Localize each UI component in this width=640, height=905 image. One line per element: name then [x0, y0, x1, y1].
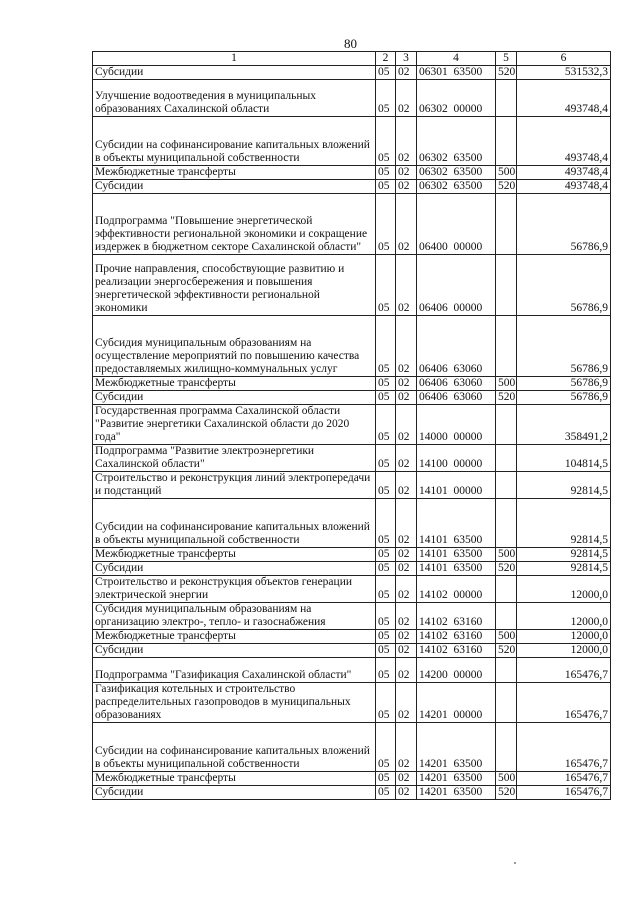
amount-cell: 165476,7	[517, 658, 611, 683]
section-code-cell: 05	[376, 630, 396, 644]
target-article-code-cell: 14200 00000	[417, 658, 496, 683]
expense-type-code-cell	[496, 472, 517, 499]
target-article-code-cell: 14201 00000	[417, 683, 496, 723]
row-name-cell: Подпрограмма "Повышение энергетической эффективности региональной экономики и сокращение издержек в бюджетном секторе Сахалинской области"	[93, 194, 376, 255]
subsection-code-cell: 02	[396, 66, 417, 80]
header-cell-4: 4	[417, 52, 496, 66]
amount-cell: 92814,5	[517, 548, 611, 562]
section-code-cell: 05	[376, 644, 396, 658]
amount-cell: 56786,9	[517, 316, 611, 377]
subsection-code-cell: 02	[396, 683, 417, 723]
subsection-code-cell: 02	[396, 194, 417, 255]
target-article-code-cell: 14101 63500	[417, 499, 496, 548]
subsection-code-cell: 02	[396, 117, 417, 166]
expense-type-code-cell	[496, 658, 517, 683]
target-article-code-cell: 06406 63060	[417, 391, 496, 405]
subsection-code-cell: 02	[396, 603, 417, 630]
amount-cell: 12000,0	[517, 644, 611, 658]
expense-type-code-cell: 520	[496, 391, 517, 405]
table-row	[93, 445, 611, 472]
subsection-code-cell: 02	[396, 786, 417, 800]
row-name-cell: Субсидии	[93, 391, 376, 405]
target-article-code-cell: 14100 00000	[417, 445, 496, 472]
expense-type-code-cell: 500	[496, 630, 517, 644]
amount-cell: 12000,0	[517, 630, 611, 644]
row-name-cell: Субсидии на софинансирование капитальных вложений в объекты муниципальной собственности	[93, 499, 376, 548]
expense-type-code-cell: 500	[496, 772, 517, 786]
expense-type-code-cell: 500	[496, 166, 517, 180]
section-code-cell: 05	[376, 405, 396, 445]
table-row	[93, 180, 611, 194]
target-article-code-cell: 06406 00000	[417, 255, 496, 316]
table-row	[93, 630, 611, 644]
section-code-cell: 05	[376, 683, 396, 723]
target-article-code-cell: 14101 63500	[417, 562, 496, 576]
target-article-code-cell: 14101 63500	[417, 548, 496, 562]
target-article-code-cell: 14102 63160	[417, 644, 496, 658]
expense-type-code-cell: 500	[496, 548, 517, 562]
subsection-code-cell: 02	[396, 445, 417, 472]
target-article-code-cell: 14101 00000	[417, 472, 496, 499]
expense-type-code-cell	[496, 80, 517, 117]
target-article-code-cell: 06406 63060	[417, 377, 496, 391]
header-cell-6: 6	[517, 52, 611, 66]
section-code-cell: 05	[376, 576, 396, 603]
page-number: 80	[344, 36, 357, 51]
table-row	[93, 548, 611, 562]
table-row	[93, 472, 611, 499]
section-code-cell: 05	[376, 472, 396, 499]
expense-type-code-cell: 520	[496, 66, 517, 80]
row-name-cell: Субсидия муниципальным образованиям на организацию электро-, тепло- и газоснабжения	[93, 603, 376, 630]
section-code-cell: 05	[376, 255, 396, 316]
expense-type-code-cell	[496, 603, 517, 630]
expense-type-code-cell	[496, 683, 517, 723]
amount-cell: 165476,7	[517, 786, 611, 800]
header-cell-3: 3	[396, 52, 417, 66]
table-row	[93, 603, 611, 630]
expense-type-code-cell	[496, 445, 517, 472]
target-article-code-cell: 14201 63500	[417, 723, 496, 772]
row-name-cell: Межбюджетные трансферты	[93, 166, 376, 180]
header-cell-1: 1	[93, 52, 376, 66]
table-row	[93, 772, 611, 786]
row-name-cell: Подпрограмма "Развитие электроэнергетики Сахалинской области"	[93, 445, 376, 472]
table-row	[93, 723, 611, 772]
subsection-code-cell: 02	[396, 405, 417, 445]
expense-type-code-cell	[496, 255, 517, 316]
table-header-row	[93, 52, 611, 66]
section-code-cell: 05	[376, 194, 396, 255]
target-article-code-cell: 06302 63500	[417, 117, 496, 166]
section-code-cell: 05	[376, 391, 396, 405]
table-row	[93, 562, 611, 576]
table-row	[93, 683, 611, 723]
amount-cell: 56786,9	[517, 255, 611, 316]
amount-cell: 531532,3	[517, 66, 611, 80]
section-code-cell: 05	[376, 377, 396, 391]
amount-cell: 358491,2	[517, 405, 611, 445]
subsection-code-cell: 02	[396, 630, 417, 644]
table-row	[93, 786, 611, 800]
expense-type-code-cell	[496, 405, 517, 445]
subsection-code-cell: 02	[396, 644, 417, 658]
section-code-cell: 05	[376, 80, 396, 117]
row-name-cell: Межбюджетные трансферты	[93, 630, 376, 644]
amount-cell: 165476,7	[517, 772, 611, 786]
expense-type-code-cell	[496, 723, 517, 772]
section-code-cell: 05	[376, 166, 396, 180]
section-code-cell: 05	[376, 499, 396, 548]
subsection-code-cell: 02	[396, 658, 417, 683]
row-name-cell: Межбюджетные трансферты	[93, 548, 376, 562]
expense-type-code-cell: 520	[496, 562, 517, 576]
expense-type-code-cell	[496, 316, 517, 377]
table-row	[93, 405, 611, 445]
section-code-cell: 05	[376, 562, 396, 576]
row-name-cell: Субсидии на софинансирование капитальных вложений в объекты муниципальной собственности	[93, 723, 376, 772]
subsection-code-cell: 02	[396, 576, 417, 603]
amount-cell: 12000,0	[517, 603, 611, 630]
target-article-code-cell: 14102 00000	[417, 576, 496, 603]
table-row	[93, 166, 611, 180]
row-name-cell: Субсидии	[93, 180, 376, 194]
row-name-cell: Субсидия муниципальным образованиям на осуществление мероприятий по повышению качества предоставляемых жилищно-коммунальных услуг	[93, 316, 376, 377]
subsection-code-cell: 02	[396, 723, 417, 772]
target-article-code-cell: 14102 63160	[417, 603, 496, 630]
row-name-cell: Строительство и реконструкция линий электропередачи и подстанций	[93, 472, 376, 499]
row-name-cell: Прочие направления, способствующие развитию и реализации энергосбережения и повышения энергетической эффективности региональной экономики	[93, 255, 376, 316]
expense-type-code-cell: 520	[496, 180, 517, 194]
amount-cell: 56786,9	[517, 391, 611, 405]
section-code-cell: 05	[376, 316, 396, 377]
row-name-cell: Субсидии	[93, 786, 376, 800]
amount-cell: 92814,5	[517, 562, 611, 576]
amount-cell: 56786,9	[517, 377, 611, 391]
amount-cell: 56786,9	[517, 194, 611, 255]
target-article-code-cell: 06406 63060	[417, 316, 496, 377]
table-row	[93, 316, 611, 377]
subsection-code-cell: 02	[396, 472, 417, 499]
target-article-code-cell: 14000 00000	[417, 405, 496, 445]
row-name-cell: Субсидии на софинансирование капитальных вложений в объекты муниципальной собственности	[93, 117, 376, 166]
table-row	[93, 66, 611, 80]
row-name-cell: Подпрограмма "Газификация Сахалинской области"	[93, 658, 376, 683]
subsection-code-cell: 02	[396, 548, 417, 562]
section-code-cell: 05	[376, 180, 396, 194]
target-article-code-cell: 06302 63500	[417, 180, 496, 194]
expense-type-code-cell: 520	[496, 644, 517, 658]
subsection-code-cell: 02	[396, 377, 417, 391]
section-code-cell: 05	[376, 603, 396, 630]
target-article-code-cell: 06302 63500	[417, 166, 496, 180]
row-name-cell: Улучшение водоотведения в муниципальных образованиях Сахалинской области	[93, 80, 376, 117]
amount-cell: 12000,0	[517, 576, 611, 603]
table-row	[93, 576, 611, 603]
section-code-cell: 05	[376, 548, 396, 562]
subsection-code-cell: 02	[396, 499, 417, 548]
target-article-code-cell: 14201 63500	[417, 772, 496, 786]
amount-cell: 493748,4	[517, 80, 611, 117]
table-row	[93, 117, 611, 166]
section-code-cell: 05	[376, 786, 396, 800]
row-name-cell: Субсидии	[93, 66, 376, 80]
table-row	[93, 194, 611, 255]
header-cell-2: 2	[376, 52, 396, 66]
row-name-cell: Субсидии	[93, 644, 376, 658]
amount-cell: 104814,5	[517, 445, 611, 472]
subsection-code-cell: 02	[396, 391, 417, 405]
section-code-cell: 05	[376, 658, 396, 683]
section-code-cell: 05	[376, 445, 396, 472]
target-article-code-cell: 06301 63500	[417, 66, 496, 80]
table-row	[93, 80, 611, 117]
expense-type-code-cell	[496, 576, 517, 603]
budget-table	[92, 51, 611, 800]
amount-cell: 92814,5	[517, 472, 611, 499]
row-name-cell: Межбюджетные трансферты	[93, 772, 376, 786]
amount-cell: 493748,4	[517, 180, 611, 194]
expense-type-code-cell	[496, 117, 517, 166]
table-row	[93, 255, 611, 316]
target-article-code-cell: 14201 63500	[417, 786, 496, 800]
target-article-code-cell: 14102 63160	[417, 630, 496, 644]
subsection-code-cell: 02	[396, 316, 417, 377]
target-article-code-cell: 06302 00000	[417, 80, 496, 117]
section-code-cell: 05	[376, 723, 396, 772]
subsection-code-cell: 02	[396, 80, 417, 117]
amount-cell: 165476,7	[517, 683, 611, 723]
subsection-code-cell: 02	[396, 772, 417, 786]
table-row	[93, 644, 611, 658]
expense-type-code-cell: 520	[496, 786, 517, 800]
expense-type-code-cell	[496, 194, 517, 255]
amount-cell: 493748,4	[517, 166, 611, 180]
scan-speck	[514, 862, 516, 864]
subsection-code-cell: 02	[396, 180, 417, 194]
row-name-cell: Межбюджетные трансферты	[93, 377, 376, 391]
section-code-cell: 05	[376, 66, 396, 80]
table-row	[93, 499, 611, 548]
table-row	[93, 658, 611, 683]
amount-cell: 493748,4	[517, 117, 611, 166]
row-name-cell: Государственная программа Сахалинской области "Развитие энергетики Сахалинской области до 2020 года"	[93, 405, 376, 445]
subsection-code-cell: 02	[396, 166, 417, 180]
target-article-code-cell: 06400 00000	[417, 194, 496, 255]
table-row	[93, 377, 611, 391]
header-cell-5: 5	[496, 52, 517, 66]
amount-cell: 165476,7	[517, 723, 611, 772]
amount-cell: 92814,5	[517, 499, 611, 548]
subsection-code-cell: 02	[396, 255, 417, 316]
section-code-cell: 05	[376, 117, 396, 166]
row-name-cell: Субсидии	[93, 562, 376, 576]
row-name-cell: Газификация котельных и строительство распределительных газопроводов в муниципальных образованиях	[93, 683, 376, 723]
row-name-cell: Строительство и реконструкция объектов генерации электрической энергии	[93, 576, 376, 603]
expense-type-code-cell	[496, 499, 517, 548]
table-row	[93, 391, 611, 405]
subsection-code-cell: 02	[396, 562, 417, 576]
expense-type-code-cell: 500	[496, 377, 517, 391]
section-code-cell: 05	[376, 772, 396, 786]
